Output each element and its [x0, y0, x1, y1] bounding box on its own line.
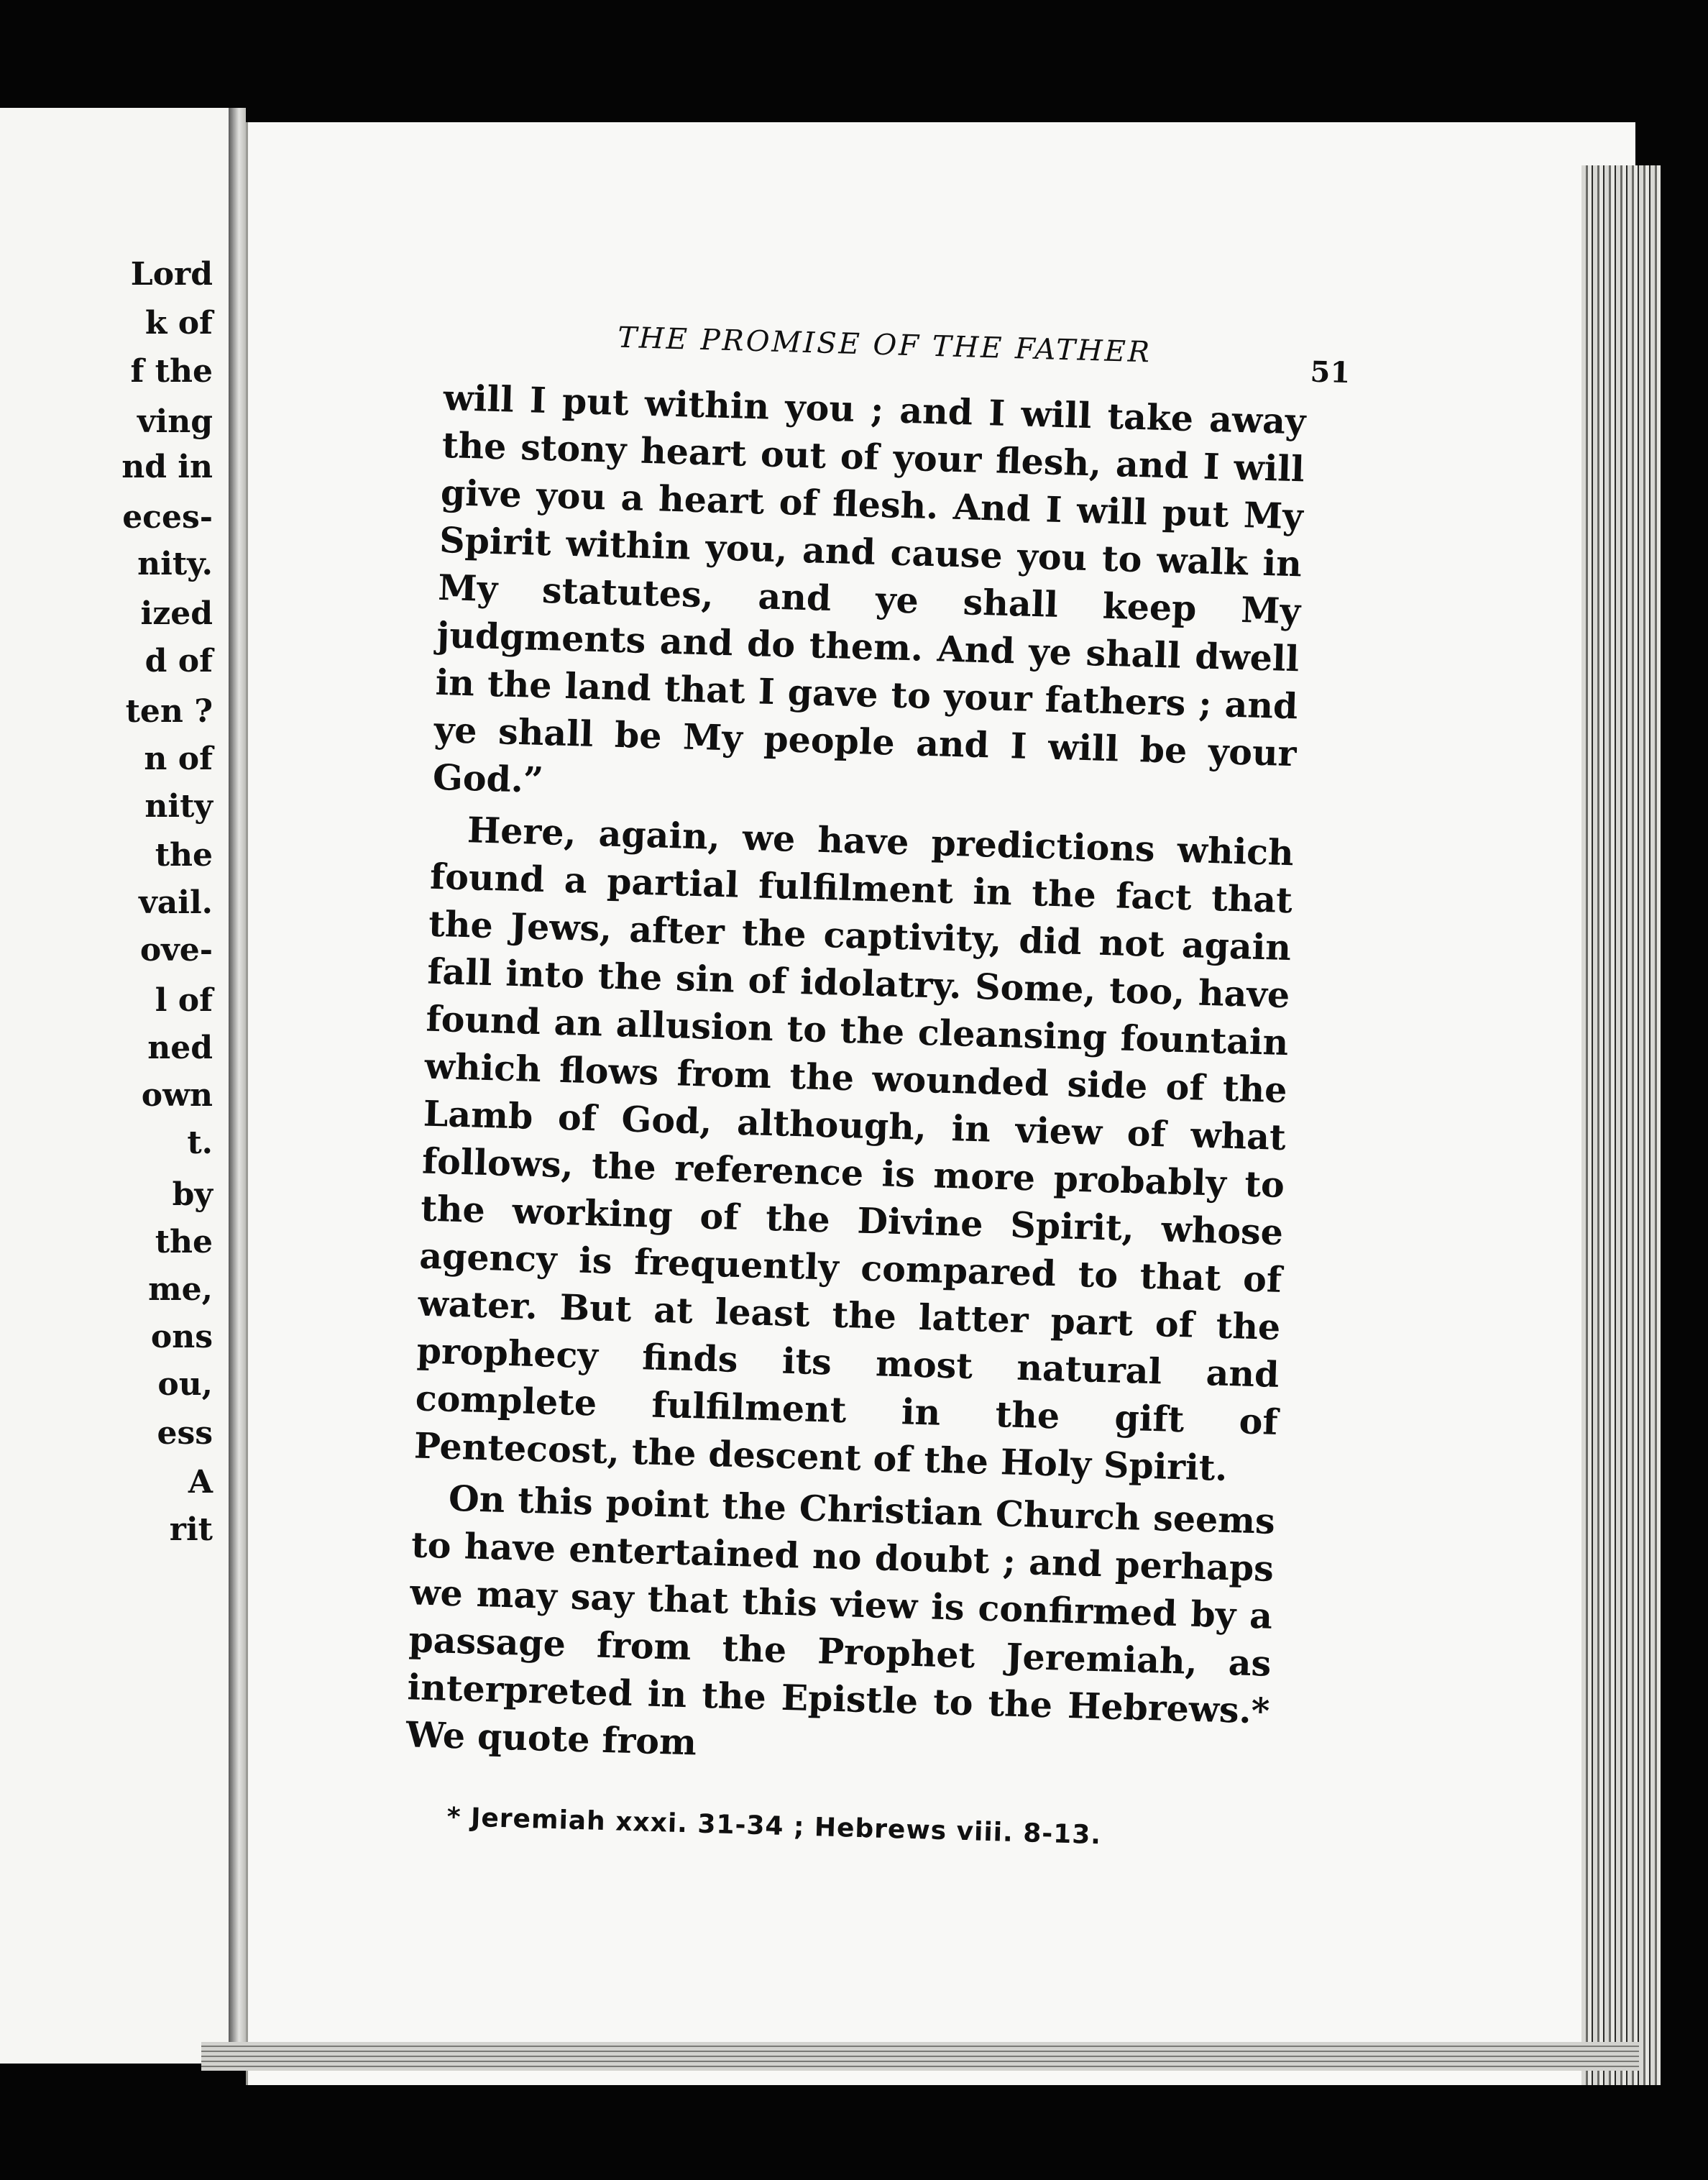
left-page-line: d of [144, 643, 213, 679]
left-page-line: ned [147, 1030, 213, 1066]
left-page-line: k of [144, 305, 213, 342]
left-page-line: ou, [157, 1366, 213, 1403]
left-page-line: vail. [139, 884, 213, 921]
right-page-content [403, 316, 1351, 1855]
left-page-line: me, [148, 1271, 213, 1308]
left-page-line: t. [187, 1125, 213, 1161]
left-page [0, 108, 231, 2064]
paragraph: will I put within you ; and I will take away the stony heart out of your flesh, and I will give you a heart of flesh. And I will put My Spirit within you, and cause you to walk in My statutes, and ye shall keep My judgments and do them. And ye shall dwell in the land that I gave to your fathers ; and ye shall be My people and I will be your God.” [432, 376, 1307, 802]
left-page-line: rit [169, 1511, 213, 1548]
left-page-line: ten ? [125, 693, 213, 730]
left-page-line: nd in [121, 449, 213, 485]
left-page-line: nity [144, 788, 213, 825]
left-page-line: Lord [130, 256, 213, 293]
book-gutter [229, 108, 246, 2064]
paragraph: On this point the Christian Church seems to have entertained no doubt ; and perhaps we may say that this view is confirmed by a passage from the Prophet Jeremiah, as interpreted in the Epistle to the Hebrews.* We quote from [405, 1477, 1276, 1764]
left-page-line: the [155, 1224, 213, 1260]
left-page-line: ove- [139, 932, 213, 968]
page-edges [1581, 165, 1661, 2085]
left-page-line: the [155, 837, 213, 874]
left-page-line: A [188, 1464, 213, 1501]
footnote: * Jeremiah xxxi. 31-34 ; Hebrews viii. 8-13. [446, 1802, 1102, 1851]
bottom-page-edge [201, 2042, 1639, 2071]
left-page-line: f the [130, 353, 213, 390]
left-page-line: own [141, 1077, 213, 1114]
left-page-line: nity. [137, 546, 213, 582]
left-page-line: eces- [122, 499, 213, 536]
body-text [405, 374, 1306, 1782]
page-number: 51 [1309, 354, 1351, 390]
left-page-line: n of [144, 741, 213, 777]
left-page-line: l of [155, 982, 213, 1019]
left-page-line: ving [137, 403, 213, 440]
left-page-line: ess [157, 1415, 213, 1452]
left-page-line: by [172, 1176, 213, 1213]
paragraph: Here, again, we have predictions which found a partial fulfilment in the fact that the Jews, after the captivity, did not again fall into the sin of idolatry. Some, too, have found an allusion to the cleansing fountain which flows from the wounded side of the Lamb of God, although, in view of what follows, the reference is more probably to the working of the Divine Spirit, whose agency is frequently compared to that of water. But at least the latter part of the prophecy finds its most natural and complete fulfilment in the gift of Pentecost, the descent of the Holy Spirit. [413, 809, 1295, 1489]
left-page-line: ized [140, 595, 213, 632]
left-page-line: ons [150, 1319, 213, 1355]
running-title: THE PROMISE OF THE FATHER [617, 321, 1152, 370]
